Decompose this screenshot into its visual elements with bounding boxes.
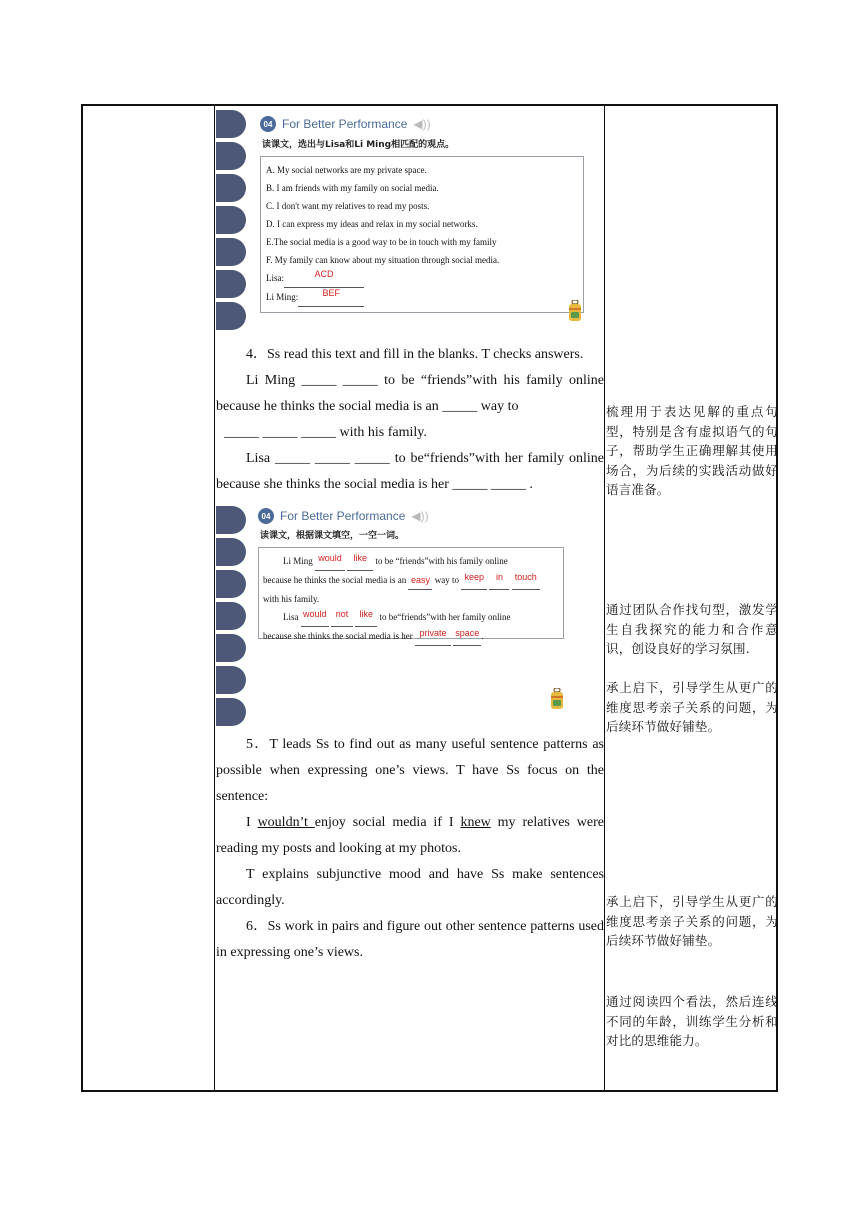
step4-intro: 4．Ss read this text and fill in the blanks. T checks answers. [246,347,584,362]
speaker-icon: ◀)) [411,509,429,523]
backpack-icon [550,688,564,710]
note-2: 通过团队合作找句型，激发学生自我探究的能力和合作意识，创设良好的学习氛围. [606,602,778,656]
backpack-icon [568,300,582,322]
slide-heading [260,116,431,132]
option: A. My social networks are my private space. [266,165,427,175]
slide-subtitle: 读课文，选出与Lisa和Li Ming相匹配的观点。 [262,140,455,150]
column-divider [604,106,605,1090]
step5-sentence: I wouldn’t enjoy social media if I knew my relatives were reading my posts and looking at my photos. [216,815,604,856]
column-divider [214,106,215,1090]
lisa-line: Lisa: ACD [266,269,578,288]
slide-image-2 [216,504,604,730]
option: E.The social media is a good way to be in touch with my family [266,237,497,247]
step5-text: 5．T leads Ss to find out as many useful sentence patterns as possible when expressing one’s views. T have Ss focus on the sentence: [216,737,604,804]
slide-title: For Better Performance [280,509,406,523]
options-box [260,156,584,313]
fill-box: Li Ming would like to be “friends”with his family online because he thinks the social media is an easy way to keep in touch with his family. Lisa would not like to be“friends”with her family online because she thinks the social media is her private space . [258,547,564,639]
lesson-table [81,104,778,1092]
liming-line: Li Ming: BEF [266,288,578,307]
lisa-answer: ACD [314,269,334,279]
badge: 04 [258,508,274,524]
speaker-icon: ◀)) [413,117,431,131]
option: B. I am friends with my family on social media. [266,183,439,193]
procedure-column [216,106,604,966]
option: C. I don't want my relatives to read my posts. [266,201,430,211]
slide-title: For Better Performance [282,117,408,131]
step6-text: 6．Ss work in pairs and figure out other sentence patterns used in expressing one’s views. [216,919,604,960]
slide-heading [258,508,429,524]
liming-answer: BEF [322,288,341,298]
slide-image-1 [216,106,604,334]
option: D. I can express my ideas and relax in my social networks. [266,219,478,229]
badge: 04 [260,116,276,132]
slide-subtitle: 读课文，根据课文填空，一空一词。 [260,531,405,541]
note-5: 通过阅读四个看法，然后连线不同的年龄，训练学生分析和对比的思维能力。 [606,994,778,1048]
option: F. My family can know about my situation through social media. [266,255,500,265]
note-3: 承上启下，引导学生从更广的维度思考亲子关系的问题，为后续环节做好铺垫。 [606,680,778,734]
step4-line1: Li Ming _____ _____ to be “friends”with his family online because he thinks the social media is an _____ way to [216,373,604,414]
step5-explain: T explains subjunctive mood and have Ss make sentences accordingly. [216,867,604,908]
step4-line3: Lisa _____ _____ _____ to be“friends”with her family online because she thinks the social media is her _____ _____ . [216,451,604,492]
note-4: 承上启下，引导学生从更广的维度思考亲子关系的问题，为后续环节做好铺垫。 [606,894,778,948]
step4-line2: _____ _____ _____ with his family. [224,425,427,440]
note-1: 梳理用于表达见解的重点句型，特别是含有虚拟语气的句子，帮助学生正确理解其使用场合，为后续的实践活动做好语言准备。 [606,404,778,497]
